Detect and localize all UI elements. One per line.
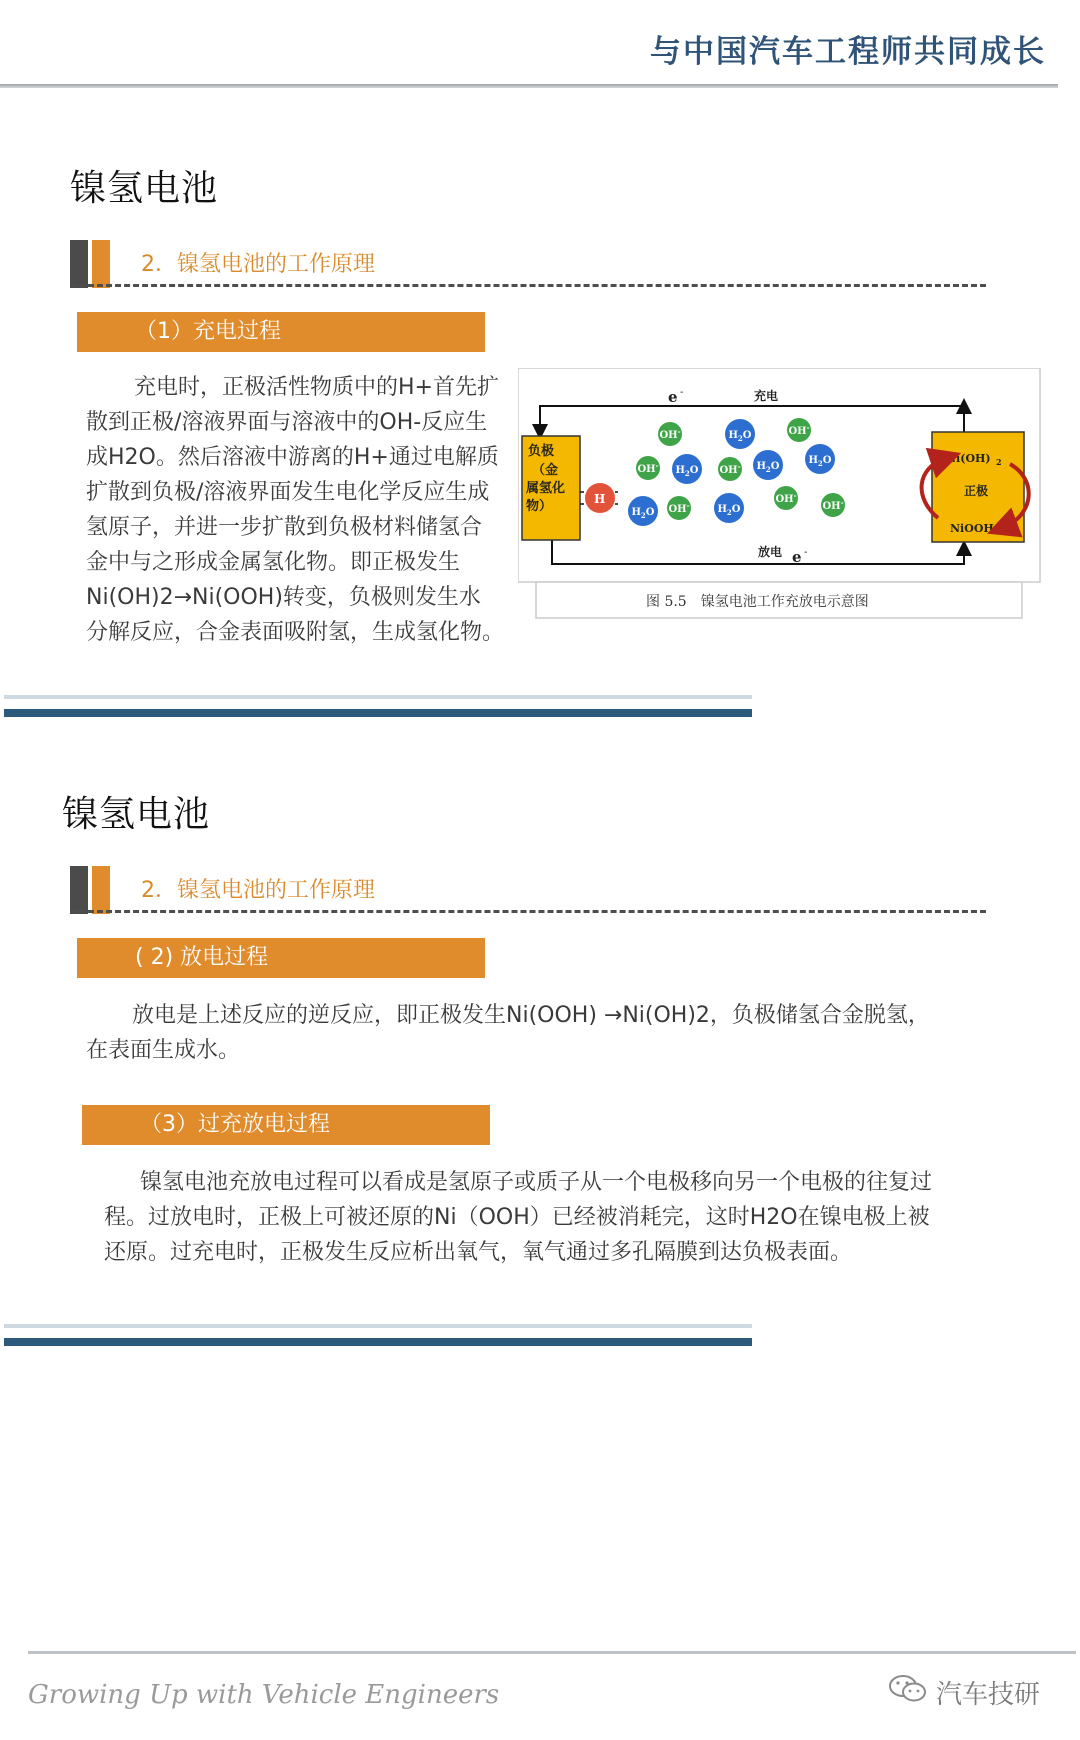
particle-label: $H_2O$	[717, 504, 741, 517]
neg-label-2: 属氢化	[526, 481, 566, 496]
particle-label: $H_2O$	[728, 430, 752, 443]
para-line: 充电时，正极活性物质中的H+首先扩	[134, 375, 499, 400]
particle-label: OH-	[668, 501, 690, 515]
particle-label: OH-	[637, 461, 659, 475]
overcharge-paragraph	[104, 1165, 984, 1270]
slide2-section-label: 2．镍氢电池的工作原理	[141, 878, 375, 903]
pos-bottom-label: NiOOH	[950, 522, 994, 535]
neg-label-3: 物）	[526, 499, 553, 514]
section-marker	[70, 240, 112, 288]
pos-top-sub: 2	[996, 457, 1002, 467]
para-line: 金中与之形成金属氢化物。即正极发生	[86, 550, 461, 575]
charge-label: 充电	[754, 389, 779, 403]
section-dashed-rule	[70, 910, 986, 913]
h-atom-label: H	[594, 492, 606, 506]
nimh-charge-diagram	[518, 368, 1042, 620]
para-line: 氢原子，并进一步扩散到负极材料储氢合	[86, 515, 483, 540]
electron-bottom: e	[792, 548, 802, 566]
slide1-paragraph	[86, 370, 516, 650]
wechat-icon	[888, 1673, 928, 1712]
diagram-caption: 图 5.5 镍氢电池工作充放电示意图	[646, 594, 869, 610]
slide1-subheading: （1）充电过程	[77, 312, 485, 352]
header-slogan: 与中国汽车工程师共同成长	[650, 34, 1046, 70]
footer-tagline: Growing Up with Vehicle Engineers	[28, 1680, 500, 1710]
section-dashed-rule	[70, 284, 986, 287]
slide-separator-thin	[4, 1324, 752, 1328]
pos-mid-label: 正极	[964, 484, 989, 498]
slide1-title: 镍氢电池	[70, 168, 219, 209]
pos-top-label: Ni(OH)	[946, 452, 991, 465]
particle-label: OH-	[719, 462, 741, 476]
particle-label: OH-	[775, 491, 797, 505]
particle-label: $H_2O$	[675, 465, 699, 478]
para-line: Ni(OH)2→Ni(OOH)转变，负极则发生水	[86, 585, 481, 610]
particle-label: OH-	[659, 427, 681, 441]
electron-top-sup: -	[680, 387, 684, 398]
footer-brand	[888, 1673, 1040, 1712]
particle-label: $H_2O$	[631, 507, 655, 520]
para-line: 镍氢电池充放电过程可以看成是氢原子或质子从一个电极移向另一个电极的往复过	[140, 1170, 933, 1195]
discharge-label: 放电	[758, 545, 783, 559]
header-rule	[0, 84, 1058, 88]
electron-bottom-sup: -	[804, 547, 808, 558]
slide-separator-thick	[4, 709, 752, 717]
particle-label: OH-	[788, 423, 810, 437]
footer-brand-name: 汽车技研	[935, 1680, 1040, 1710]
particle-label: $H_2O$	[756, 461, 780, 474]
slide2-subheading-discharge: ( 2) 放电过程	[77, 938, 485, 978]
slide2-subheading-overcharge: （3）过充放电过程	[82, 1105, 490, 1145]
para-line: 在表面生成水。	[86, 1038, 241, 1063]
neg-label-1: （金	[532, 463, 559, 478]
slide-separator-thick	[4, 1338, 752, 1346]
para-line: 散到正极/溶液界面与溶液中的OH-反应生	[86, 410, 488, 435]
footer-rule	[28, 1651, 1076, 1654]
slide-separator-thin	[4, 695, 752, 699]
para-line: 还原。过充电时，正极发生反应析出氧气，氧气通过多孔隔膜到达负极表面。	[104, 1240, 853, 1265]
electron-top: e	[668, 388, 678, 406]
slide1-section-label: 2．镍氢电池的工作原理	[141, 252, 375, 277]
para-line: 分解反应，合金表面吸附氢，生成氢化物。	[86, 620, 505, 645]
slide2-title: 镍氢电池	[62, 794, 211, 835]
particle-label: $H_2O$	[808, 455, 832, 468]
para-line: 扩散到负极/溶液界面发生电化学反应生成	[86, 480, 490, 505]
para-line: 成H2O。然后溶液中游离的H+通过电解质	[86, 445, 499, 470]
particle-label: OH-	[822, 498, 844, 512]
neg-label-0: 负极	[528, 444, 555, 459]
diagram-svg	[518, 368, 1042, 620]
para-line: 程。过放电时，正极上可被还原的Ni（OOH）已经被消耗完，这时H2O在镍电极上被	[104, 1205, 930, 1230]
section-marker	[70, 866, 112, 914]
discharge-paragraph	[86, 998, 986, 1068]
para-line: 放电是上述反应的逆反应，即正极发生Ni(OOH) →Ni(OH)2，负极储氢合金脱氢，	[132, 1003, 930, 1028]
